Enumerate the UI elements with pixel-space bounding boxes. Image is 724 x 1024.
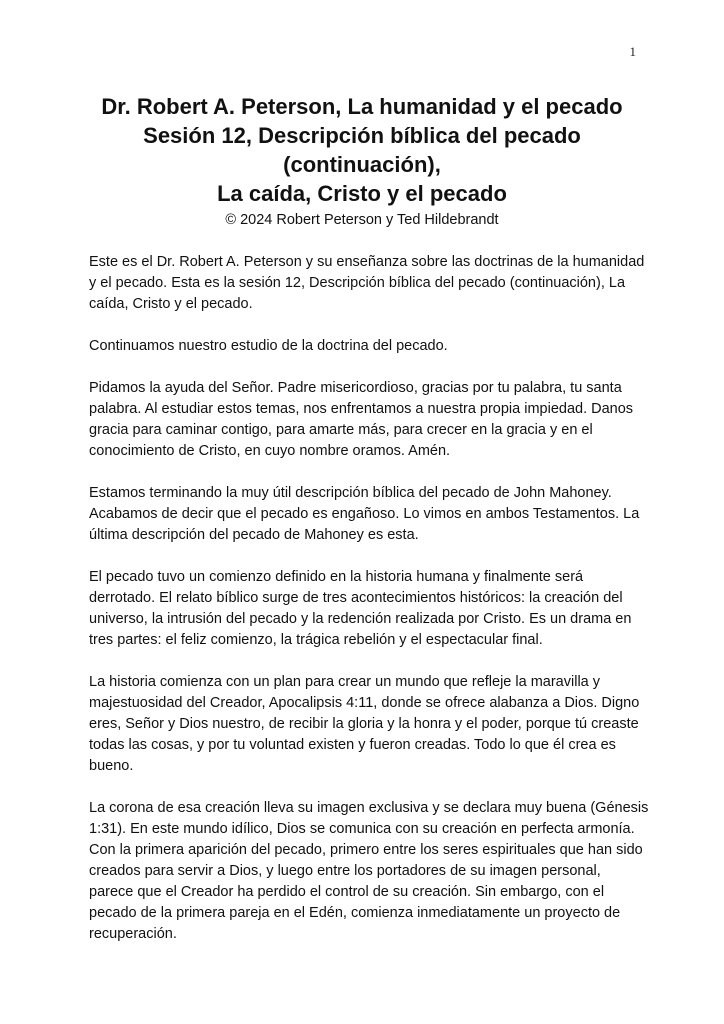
- title-line-3: (continuación),: [283, 152, 441, 177]
- title-line-4: La caída, Cristo y el pecado: [217, 181, 507, 206]
- title-block: [60, 92, 664, 230]
- body-text: [89, 252, 649, 966]
- paragraph-crown: La corona de esa creación lleva su imagen exclusiva y se declara muy buena (Génesis 1:31). En este mundo idílico, Dios se comunica con su creación en perfecta armonía. Con la primera aparición del pecado, primero entre los seres espirituales que han sido creados para servir a Dios, y luego entre los portadores de su imagen personal, parece que el Creador ha perdido el control de su creación. Sin embargo, con el pecado de la primera pareja en el Edén, comienza inmediatamente un proyecto de recuperación.: [89, 800, 649, 942]
- paragraph-prayer: Pidamos la ayuda del Señor. Padre misericordioso, gracias por tu palabra, tu santa palabra. Al estudiar estos temas, nos enfrentamos a nuestra propia impiedad. Danos gracia para caminar contigo, para amarte más, para crecer en la gracia y en el conocimiento de Cristo, en cuyo nombre oramos. Amén.: [89, 380, 634, 459]
- paragraph-history: El pecado tuvo un comienzo definido en la historia humana y finalmente será derrotado. El relato bíblico surge de tres acontecimientos históricos: la creación del universo, la intrusión del pecado y la redención realizada por Cristo. Es un drama en tres partes: el feliz comienzo, la trágica rebelión y el espectacular final.: [89, 569, 632, 648]
- paragraph-intro: Este es el Dr. Robert A. Peterson y su enseñanza sobre las doctrinas de la humanidad y el pecado. Esta es la sesión 12, Descripción bíblica del pecado (continuación), La caída, Cristo y el pecado.: [89, 254, 645, 312]
- title-line-2: Sesión 12, Descripción bíblica del pecado: [143, 123, 581, 148]
- title-line-1: Dr. Robert A. Peterson, La humanidad y el pecado: [101, 94, 623, 119]
- paragraph-mahoney: Estamos terminando la muy útil descripción bíblica del pecado de John Mahoney. Acabamos de decir que el pecado es engañoso. Lo vimos en ambos Testamentos. La última descripción del pecado de Mahoney es esta.: [89, 485, 640, 543]
- copyright-line: © 2024 Robert Peterson y Ted Hildebrandt: [225, 212, 499, 228]
- paragraph-continue: Continuamos nuestro estudio de la doctrina del pecado.: [89, 338, 448, 354]
- paragraph-creation: La historia comienza con un plan para crear un mundo que refleje la maravilla y majestuosidad del Creador, Apocalipsis 4:11, donde se ofrece alabanza a Dios. Digno eres, Señor y Dios nuestro, de recibir la gloria y la honra y el poder, porque tú creaste todas las cosas, y por tu voluntad existen y fueron creadas. Todo lo que él crea es bueno.: [89, 674, 640, 774]
- page-number: 1: [629, 44, 636, 59]
